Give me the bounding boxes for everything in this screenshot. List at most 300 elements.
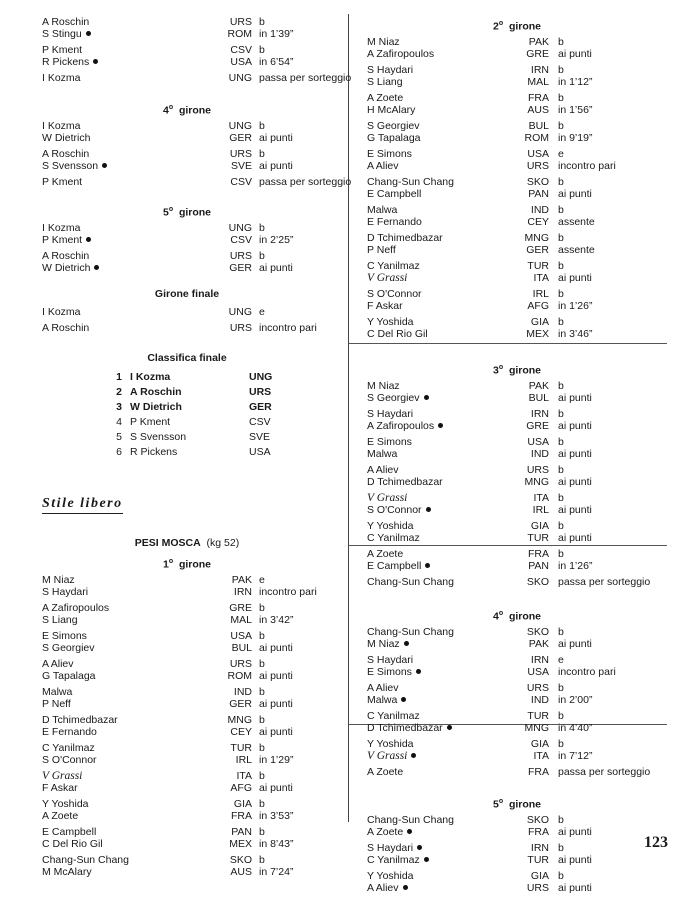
athlete-name-text: C Del Rio Gil — [42, 838, 103, 850]
match-result: in 4’40” — [558, 722, 593, 734]
country-code: URS — [229, 658, 252, 670]
athlete-name — [367, 64, 413, 76]
result-row — [42, 782, 332, 794]
match-result: e — [259, 306, 265, 318]
country-code: IRN — [530, 842, 549, 854]
result-row — [42, 160, 332, 172]
bullet-icon — [401, 697, 406, 702]
athlete-name — [367, 710, 420, 722]
result-row — [367, 420, 667, 432]
athlete-name-text: I Kozma — [42, 222, 81, 234]
athlete-name — [42, 44, 82, 56]
standing-country: GER — [249, 401, 272, 413]
result-row — [367, 682, 667, 694]
athlete-name — [367, 666, 421, 678]
bullet-icon — [93, 59, 98, 64]
match-result: in 3’53” — [259, 810, 294, 822]
match-result: b — [259, 148, 265, 160]
country-code: URS — [526, 160, 549, 172]
athlete-name — [367, 626, 454, 638]
country-code: IRN — [530, 408, 549, 420]
result-row — [367, 666, 667, 678]
athlete-name-text: E Campbell — [42, 826, 97, 838]
standing-name: P Kment — [130, 416, 171, 428]
athlete-name — [42, 28, 91, 40]
athlete-name — [42, 798, 89, 810]
athlete-name — [367, 204, 397, 216]
match-result: b — [558, 316, 564, 328]
athlete-name — [42, 132, 90, 144]
athlete-name — [367, 638, 409, 650]
athlete-name — [367, 476, 443, 488]
athlete-name-text: A Roschin — [42, 250, 90, 262]
athlete-name — [367, 288, 422, 300]
country-code: PAN — [528, 188, 549, 200]
country-code: AUS — [527, 104, 549, 116]
country-code: GER — [526, 244, 549, 256]
athlete-name — [42, 854, 129, 866]
athlete-name — [42, 714, 118, 726]
style-heading-wrap — [42, 496, 332, 516]
athlete-name — [42, 826, 96, 838]
athlete-name — [367, 576, 454, 588]
result-row — [42, 642, 332, 654]
match-result: in 9’19” — [558, 132, 593, 144]
result-row — [42, 602, 332, 614]
athlete-name-text: G Tapalaga — [367, 132, 421, 144]
country-code: MAL — [230, 614, 252, 626]
country-code: USA — [527, 436, 549, 448]
match-result: incontro pari — [259, 322, 317, 334]
match-result: incontro pari — [558, 160, 616, 172]
athlete-name — [367, 328, 428, 340]
country-code: IRN — [530, 64, 549, 76]
athlete-name-text: C Yanilmaz — [367, 532, 420, 544]
athlete-name — [42, 614, 78, 626]
final-standings-heading: Classifica finale — [147, 352, 227, 364]
results-block — [42, 306, 332, 334]
match-result: b — [558, 36, 564, 48]
standing-name: A Roschin — [130, 386, 182, 398]
result-row — [367, 854, 667, 866]
match-result: ai punti — [259, 160, 293, 172]
country-code: MNG — [524, 722, 549, 734]
athlete-name-text: F Askar — [367, 300, 403, 312]
match-result: ai punti — [558, 882, 592, 894]
athlete-name — [42, 782, 78, 794]
country-code: AUS — [230, 866, 252, 878]
country-code: GIA — [530, 738, 549, 750]
standing-country: CSV — [249, 416, 271, 428]
athlete-name — [42, 72, 81, 84]
match-result: b — [558, 682, 564, 694]
bullet-icon — [411, 753, 416, 758]
country-code: IRN — [530, 654, 549, 666]
match-result: ai punti — [259, 670, 293, 682]
athlete-name — [367, 560, 430, 572]
match-result: passa per sorteggio — [259, 176, 352, 188]
athlete-name — [367, 104, 415, 116]
result-row — [42, 322, 332, 334]
match-result: b — [259, 44, 265, 56]
athlete-name-text: D Tchimedbazar — [367, 232, 443, 244]
athlete-name-text: A Aliev — [367, 464, 399, 476]
standing-position: 4 — [116, 416, 122, 428]
athlete-name — [367, 750, 416, 762]
athlete-name-text: P Kment — [42, 176, 83, 188]
athlete-name — [367, 392, 429, 404]
results-block — [367, 380, 667, 588]
match-result: ai punti — [558, 188, 592, 200]
athlete-name-text: Y Yoshida — [367, 870, 414, 882]
country-code: GIA — [530, 870, 549, 882]
match-result: b — [259, 630, 265, 642]
match-result: ai punti — [558, 826, 592, 838]
match-result: e — [558, 654, 564, 666]
match-result: in 7’12” — [558, 750, 593, 762]
result-row — [367, 244, 667, 256]
match-result: ai punti — [558, 48, 592, 60]
athlete-name — [42, 642, 95, 654]
bullet-icon — [416, 669, 421, 674]
match-result: b — [558, 120, 564, 132]
match-result: b — [558, 232, 564, 244]
athlete-name-text: I Kozma — [42, 72, 81, 84]
country-code: TUR — [527, 710, 549, 722]
country-code: MNG — [227, 714, 252, 726]
match-result: ai punti — [558, 392, 592, 404]
athlete-name — [42, 670, 96, 682]
match-result: b — [558, 626, 564, 638]
athlete-name — [367, 464, 399, 476]
athlete-name-text: S Svensson — [42, 160, 99, 172]
country-code: SKO — [526, 626, 549, 638]
match-result: b — [558, 204, 564, 216]
bullet-icon — [438, 423, 443, 428]
country-code: URS — [229, 16, 252, 28]
results-block — [367, 36, 667, 340]
bullet-icon — [425, 563, 430, 568]
result-row — [42, 826, 332, 838]
athlete-name-text: A Zoete — [42, 810, 79, 822]
athlete-name — [42, 866, 92, 878]
country-code: MEX — [229, 838, 252, 850]
result-row — [367, 232, 667, 244]
result-row — [367, 504, 667, 516]
standing-row — [42, 430, 332, 445]
athlete-name-text: F Askar — [42, 782, 78, 794]
result-row — [42, 866, 332, 878]
standing-position: 6 — [116, 446, 122, 458]
result-row — [367, 216, 667, 228]
result-row — [367, 492, 667, 504]
result-row — [42, 44, 332, 56]
athlete-name-text: D Tchimedbazar — [42, 714, 118, 726]
standing-country: SVE — [249, 431, 271, 443]
result-row — [42, 586, 332, 598]
country-code: BUL — [528, 120, 549, 132]
country-code: GER — [229, 132, 252, 144]
match-result: ai punti — [259, 642, 293, 654]
result-row — [42, 798, 332, 810]
result-row — [367, 64, 667, 76]
standing-name: W Dietrich — [130, 401, 182, 413]
athlete-name — [367, 448, 397, 460]
match-result: in 1’26” — [558, 300, 593, 312]
result-row — [367, 476, 667, 488]
result-row — [367, 176, 667, 188]
country-code: USA — [230, 56, 252, 68]
left-column — [42, 16, 352, 878]
athlete-name-text: S Georgiev — [367, 392, 420, 404]
athlete-name-text: I Kozma — [42, 120, 81, 132]
country-code: GIA — [233, 798, 252, 810]
athlete-name-text: S Georgiev — [367, 120, 420, 132]
match-result: b — [558, 64, 564, 76]
athlete-name — [367, 654, 413, 666]
country-code: IND — [530, 448, 549, 460]
result-row — [367, 300, 667, 312]
country-code: ITA — [533, 750, 549, 762]
athlete-name-text: W Dietrich — [42, 132, 91, 144]
country-code: ROM — [227, 670, 252, 682]
athlete-name — [367, 92, 403, 104]
result-row — [367, 576, 667, 588]
match-result: b — [558, 436, 564, 448]
athlete-name-text: Chang-Sun Chang — [367, 176, 454, 188]
athlete-name-text: Chang-Sun Chang — [367, 576, 454, 588]
country-code: BUL — [231, 642, 252, 654]
bullet-icon — [404, 641, 409, 646]
result-row — [42, 306, 332, 318]
result-row — [367, 48, 667, 60]
athlete-name — [367, 520, 414, 532]
result-row — [367, 750, 667, 762]
athlete-name — [367, 814, 454, 826]
athlete-name-text: S Haydari — [367, 842, 414, 854]
results-block — [367, 626, 667, 778]
country-code: UNG — [228, 72, 252, 84]
country-code: GER — [229, 262, 252, 274]
match-result: b — [558, 380, 564, 392]
athlete-name — [42, 250, 89, 262]
country-code: USA — [527, 666, 549, 678]
result-row — [367, 160, 667, 172]
athlete-name-text: C Yanilmaz — [367, 260, 420, 272]
athlete-name-text: E Simons — [42, 630, 87, 642]
country-code: USA — [230, 630, 252, 642]
athlete-name — [367, 132, 421, 144]
athlete-name-text: Malwa — [367, 204, 398, 216]
athlete-name-text: Y Yoshida — [367, 316, 414, 328]
country-code: CEY — [230, 726, 252, 738]
result-row — [367, 392, 667, 404]
country-code: URS — [526, 882, 549, 894]
athlete-name — [42, 754, 97, 766]
result-row — [42, 630, 332, 642]
country-code: TUR — [527, 854, 549, 866]
country-code: PAK — [528, 380, 549, 392]
athlete-name-text: E Simons — [367, 148, 412, 160]
match-result: b — [558, 492, 564, 504]
athlete-name — [367, 826, 412, 838]
country-code: UNG — [228, 222, 252, 234]
round-heading: 1$^o$ girone — [162, 558, 212, 571]
athlete-name-text: S Georgiev — [42, 642, 95, 654]
athlete-name-text: M Niaz — [367, 380, 400, 392]
country-code: SKO — [229, 854, 252, 866]
match-result: in 2’00” — [558, 694, 593, 706]
country-code: ITA — [236, 770, 252, 782]
athlete-name — [367, 882, 408, 894]
match-result: ai punti — [259, 726, 293, 738]
result-row — [367, 188, 667, 200]
standing-country: URS — [249, 386, 272, 398]
country-code: IND — [530, 204, 549, 216]
athlete-name-text: A Roschin — [42, 16, 90, 28]
result-row — [42, 72, 352, 84]
result-row — [367, 260, 667, 272]
athlete-name-text: S Haydari — [367, 64, 414, 76]
athlete-name — [367, 842, 422, 854]
athlete-name — [367, 870, 414, 882]
athlete-name — [42, 810, 78, 822]
standing-row — [42, 415, 332, 430]
result-row — [367, 560, 667, 572]
result-row — [367, 826, 667, 838]
result-row — [42, 670, 332, 682]
athlete-name-text: A Zoete — [367, 766, 404, 778]
country-code: TUR — [230, 742, 252, 754]
athlete-name-text: Malwa — [42, 686, 73, 698]
bullet-icon — [417, 845, 422, 850]
standing-name: R Pickens — [130, 446, 178, 458]
match-result: b — [259, 120, 265, 132]
result-row — [367, 842, 667, 854]
athlete-name-text: R Pickens — [42, 56, 90, 68]
athlete-name — [367, 260, 420, 272]
result-row — [367, 132, 667, 144]
athlete-name-text: A Zoete — [367, 548, 404, 560]
country-code: GRE — [526, 420, 549, 432]
country-code: IRN — [233, 586, 252, 598]
standing-country: USA — [249, 446, 271, 458]
match-result: in 1’39” — [259, 28, 294, 40]
result-row — [42, 574, 332, 586]
result-row — [42, 16, 332, 28]
country-code: IRL — [235, 754, 252, 766]
match-result: in 1’12” — [558, 76, 593, 88]
match-result: in 1’56” — [558, 104, 593, 116]
athlete-name — [42, 120, 81, 132]
results-block — [42, 222, 332, 274]
match-result: b — [259, 854, 265, 866]
athlete-name — [367, 548, 403, 560]
match-result: b — [558, 814, 564, 826]
result-row — [367, 92, 667, 104]
athlete-name-text: E Campbell — [367, 560, 422, 572]
athlete-name — [367, 766, 403, 778]
bullet-icon — [94, 265, 99, 270]
result-row — [367, 626, 667, 638]
result-row — [42, 810, 332, 822]
result-row — [367, 380, 667, 392]
athlete-name — [42, 726, 97, 738]
country-code: ROM — [524, 132, 549, 144]
match-result: ai punti — [259, 262, 293, 274]
country-code: IND — [233, 686, 252, 698]
athlete-name-text: P Neff — [367, 244, 396, 256]
athlete-name — [367, 48, 434, 60]
athlete-name-text: G Tapalaga — [42, 670, 96, 682]
country-code: URS — [229, 322, 252, 334]
match-result: b — [259, 658, 265, 670]
standing-name: I Kozma — [130, 371, 171, 383]
athlete-name — [367, 160, 399, 172]
match-result: b — [259, 770, 265, 782]
country-code: URS — [229, 250, 252, 262]
result-row — [42, 222, 332, 234]
country-code: UNG — [228, 120, 252, 132]
match-result: ai punti — [558, 476, 592, 488]
result-row — [42, 56, 332, 68]
athlete-name-text: M Niaz — [367, 36, 400, 48]
match-result: b — [259, 602, 265, 614]
country-code: GRE — [229, 602, 252, 614]
athlete-name-text: E Fernando — [367, 216, 422, 228]
country-code: FRA — [528, 826, 549, 838]
standing-position: 3 — [116, 401, 122, 413]
match-result: passa per sorteggio — [558, 766, 651, 778]
athlete-name-text: A Zafiropoulos — [367, 420, 435, 432]
match-result: b — [259, 826, 265, 838]
bullet-icon — [426, 507, 431, 512]
athlete-name-text: S Haydari — [42, 586, 89, 598]
country-code: GIA — [530, 520, 549, 532]
country-code: MNG — [524, 232, 549, 244]
athlete-name-text: V Grassi — [367, 492, 408, 504]
result-row — [367, 882, 667, 894]
athlete-name — [367, 738, 414, 750]
result-row — [42, 726, 332, 738]
athlete-name-text: S Liang — [42, 614, 78, 626]
bullet-icon — [102, 163, 107, 168]
athlete-name-text: A Zafiropoulos — [367, 48, 435, 60]
athlete-name-text: S Haydari — [367, 654, 414, 666]
athlete-name — [42, 148, 89, 160]
result-row — [42, 176, 352, 188]
athlete-name — [42, 602, 109, 614]
match-result: b — [558, 842, 564, 854]
result-row — [42, 698, 332, 710]
country-code: FRA — [528, 548, 549, 560]
standing-row — [42, 370, 332, 385]
match-result: ai punti — [259, 782, 293, 794]
result-row — [42, 28, 332, 40]
country-code: BUL — [528, 392, 549, 404]
athlete-name-text: A Roschin — [42, 148, 90, 160]
athlete-name-text: A Aliev — [367, 682, 399, 694]
athlete-name-text: S O'Connor — [42, 754, 97, 766]
match-result: in 2’25” — [259, 234, 294, 246]
match-result: b — [558, 408, 564, 420]
match-result: ai punti — [558, 854, 592, 866]
match-result: in 3’46” — [558, 328, 593, 340]
athlete-name — [42, 16, 89, 28]
athlete-name — [42, 574, 75, 586]
match-result: b — [558, 548, 564, 560]
athlete-name — [367, 272, 407, 284]
